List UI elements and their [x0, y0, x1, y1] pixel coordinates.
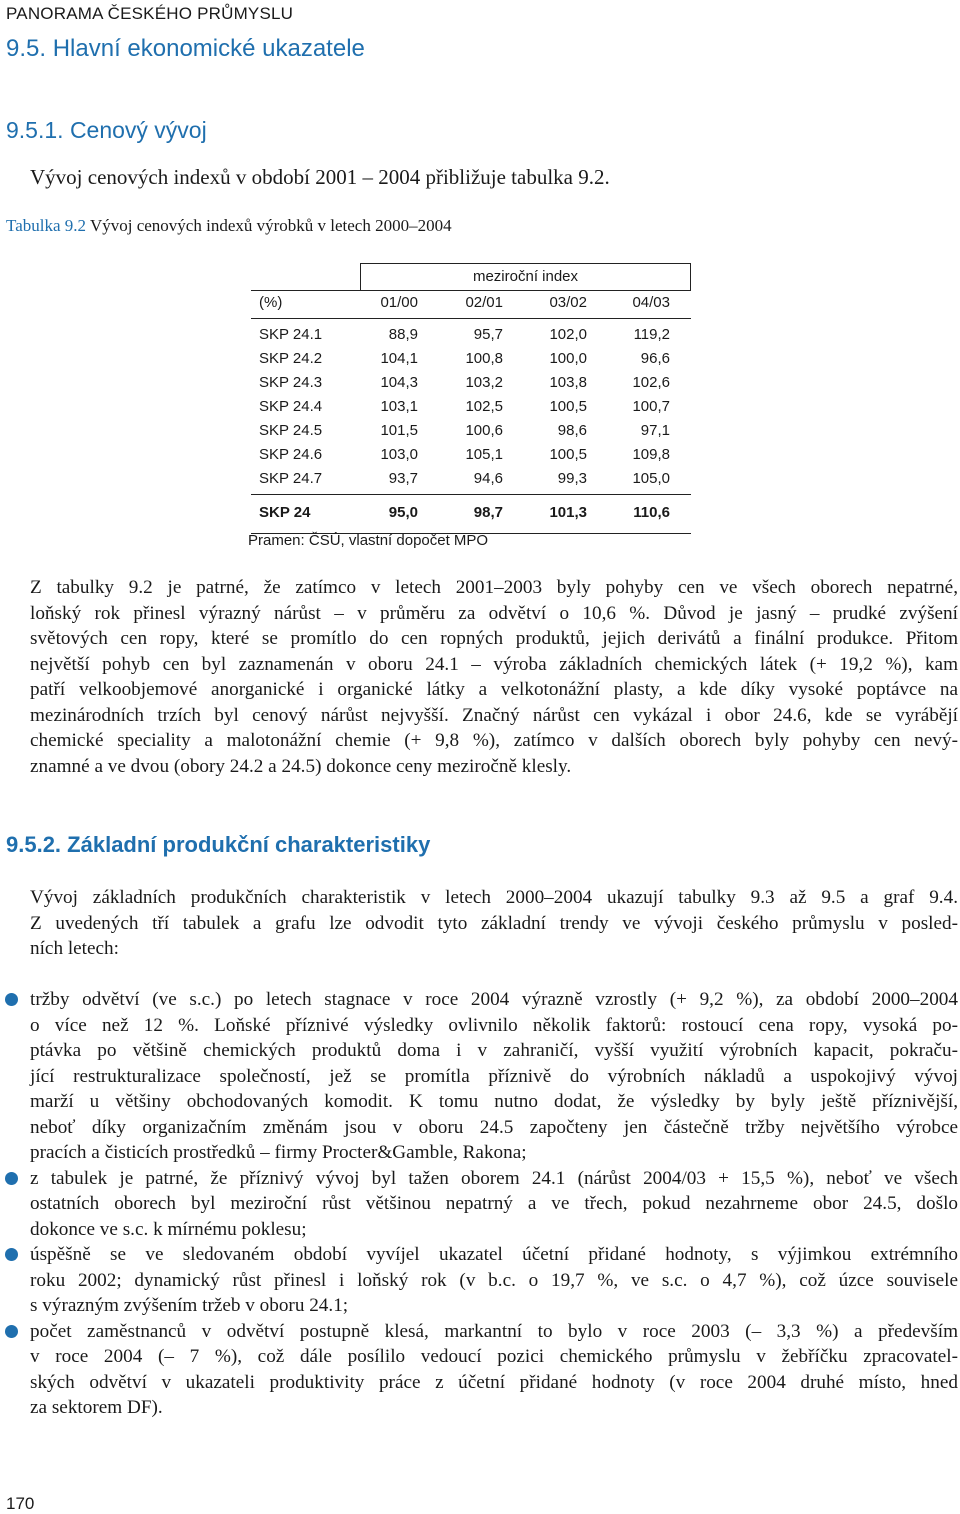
text-line: Vývoj základních produkčních charakteristik v letech 2000–2004 ukazují tabulky 9.3 až 9.5 a graf 9.4.	[30, 887, 958, 908]
table-cell: 105,1	[465, 446, 503, 463]
running-head: PANORAMA ČESKÉHO PRŮMYSLU	[6, 4, 294, 23]
table-cell: 97,1	[640, 422, 670, 439]
table-header-row	[251, 291, 691, 315]
row-label: SKP 24	[259, 504, 311, 521]
row-header: (%)	[259, 294, 283, 311]
row-label: SKP 24.3	[259, 374, 323, 391]
column-header: 03/02	[549, 294, 587, 311]
text-line: tržby odvětví (ve s.c.) po letech stagnace v roce 2004 výrazně vzrostly (+ 9,2 %), za období 2000–2004	[30, 989, 958, 1010]
table-row	[251, 347, 691, 371]
text-line: loňský rok přinesl výrazný nárůst – v průměru za odvětví o 10,6 %. Důvod je jasný – prudké zvýšení	[30, 602, 958, 624]
table-cell: 88,9	[388, 326, 418, 343]
table-row	[251, 419, 691, 443]
subsection-number: 9.5.1.	[6, 117, 64, 143]
table-cell: 99,3	[557, 470, 587, 487]
row-label: SKP 24.7	[259, 470, 323, 487]
table-cell: 104,1	[380, 350, 418, 367]
text-line: ostatních oborech byl meziroční růst většinou nepatrný a ve třech, pokud nezahrneme obor 24.5, došlo	[30, 1193, 958, 1214]
table-cell: 94,6	[473, 470, 503, 487]
table-caption	[6, 216, 452, 236]
text-line: ptávka po většině chemických produktů doma i v zahraničí, vyšší využití výrobních kapacit, pokraču-	[30, 1040, 958, 1061]
table-cell: 103,8	[549, 374, 587, 391]
list-item	[30, 1166, 958, 1243]
table-cell: 103,2	[465, 374, 503, 391]
table-cell: 103,0	[380, 446, 418, 463]
column-header: 04/03	[632, 294, 670, 311]
text-line: počet zaměstnanců v odvětví postupně klesá, markantní to bylo v roce 2003 (– 3,3 %) a především	[30, 1320, 958, 1342]
table-row	[251, 443, 691, 467]
table-cell: 100,8	[465, 350, 503, 367]
table-cell: 100,7	[632, 398, 670, 415]
table-row	[251, 323, 691, 347]
table-cell: 105,0	[632, 470, 670, 487]
table-cell: 96,6	[640, 350, 670, 367]
bullet-icon	[5, 1325, 18, 1338]
trend-bullet-list	[30, 987, 958, 1421]
text-line: pracích a čisticích prostředků – firmy Procter&Gamble, Rakona;	[30, 1142, 527, 1163]
section-number: 9.5.	[6, 35, 47, 62]
table-cell: 103,1	[380, 398, 418, 415]
text-line: světových cen ropy, které se promítlo do cen ropných produktů, jejich derivátů a finální produkce. Přitom	[30, 628, 958, 649]
subsection-number: 9.5.2.	[6, 832, 62, 857]
list-item	[30, 1242, 958, 1319]
paragraph-production	[30, 885, 958, 962]
table-cell: 100,5	[549, 446, 587, 463]
table-group-header: meziroční index	[360, 263, 691, 290]
intro-text: Vývoj cenových indexů v období 2001 – 2004 přibližuje tabulka 9.2.	[30, 165, 610, 189]
price-index-table	[251, 263, 691, 527]
text-line: úspěšně se ve sledovaném období vyvíjel ukazatel účetní přidané hodnoty, s výjimkou extrémního	[30, 1244, 958, 1265]
bullet-icon	[5, 1248, 18, 1261]
column-header: 01/00	[380, 294, 418, 311]
row-label: SKP 24.1	[259, 326, 323, 343]
row-label: SKP 24.4	[259, 398, 323, 415]
table-source: Pramen: ČSÚ, vlastní dopočet MPO	[248, 532, 489, 549]
table-row	[251, 395, 691, 419]
text-line: patří velkoobjemové anorganické i organické látky a velkotonážní plasty, a kde díky vysoké poptávce na	[30, 679, 958, 700]
text-line: marží u většiny obchodovaných komodit. K tomu nutno dodat, že výsledky by byly ještě příznivější,	[30, 1091, 958, 1112]
bullet-icon	[5, 993, 18, 1006]
table-cell: 119,2	[633, 326, 670, 343]
text-line: znamné a ve dvou (obory 24.2 a 24.5) dokonce ceny meziročně klesly.	[30, 755, 572, 777]
table-cell: 98,6	[557, 422, 587, 439]
section-title: Hlavní ekonomické ukazatele	[52, 35, 365, 62]
table-cell: 102,0	[549, 326, 587, 343]
list-item	[30, 1319, 958, 1421]
section-heading	[6, 35, 365, 63]
text-line: s výrazným zvýšením tržeb v oboru 24.1;	[30, 1295, 349, 1316]
text-line: ních letech:	[30, 938, 119, 959]
text-line: jící restrukturalizace společností, jež se promítla příznivě do výrobních nákladů a uspokojivý vývoj	[30, 1065, 958, 1087]
text-line: mezinárodních trzích byl cenový nárůst nejvyšší. Značný nárůst cen vykázal i obor 24.6, kde se vyrábějí	[30, 704, 958, 726]
table-row	[251, 371, 691, 395]
table-cell: 102,5	[465, 398, 503, 415]
table-caption-text: Vývoj cenových indexů výrobků v letech 2000–2004	[86, 216, 452, 235]
text-line: ských odvětví v ukazateli produktivity práce z účetní přidané hodnoty (v roce 2004 druhé místo, hned	[30, 1371, 958, 1393]
table-cell: 109,8	[632, 446, 670, 463]
table-caption-label: Tabulka 9.2	[6, 216, 87, 235]
text-line: v roce 2004 (– 7 %), což dále posílilo vedoucí pozici chemického průmyslu v žebříčku zpracovatel-	[30, 1346, 958, 1367]
paragraph-price-trend	[30, 575, 958, 779]
text-line: z tabulek je patrné, že příznivý vývoj byl tažen oborem 24.1 (nárůst 2004/03 + 15,5 %), neboť ve všech	[30, 1167, 958, 1189]
table-cell: 110,6	[633, 504, 670, 521]
text-line: o více než 12 %. Loňské příznivé výsledky ovlivnilo několik faktorů: rostoucí cena ropy, vysoká po-	[30, 1014, 958, 1036]
subsection-heading-1	[6, 117, 207, 144]
total-divider-top	[251, 494, 691, 495]
table-total-row	[251, 499, 691, 527]
text-line: za sektorem DF).	[30, 1397, 163, 1418]
table-cell: 100,5	[549, 398, 587, 415]
text-line: roku 2002; dynamický růst přinesl i loňský rok (v b.c. o 19,7 %, ve s.c. o 4,7 %), což úzce souvisele	[30, 1269, 958, 1291]
table-cell: 102,6	[632, 374, 670, 391]
row-label: SKP 24.2	[259, 350, 323, 367]
table-cell: 98,7	[473, 504, 503, 521]
text-line: Z uvedených tří tabulek a grafu lze odvodit tyto základní trendy ve vývoji českého průmyslu v posled-	[30, 912, 958, 934]
table-cell: 95,0	[388, 504, 418, 521]
text-line: dokonce ve s.c. k mírnému poklesu;	[30, 1218, 307, 1240]
column-header: 02/01	[465, 294, 503, 311]
table-group-header-row	[251, 263, 691, 291]
row-label: SKP 24.6	[259, 446, 323, 463]
page-number: 170	[6, 1494, 35, 1513]
bullet-icon	[5, 1172, 18, 1185]
subsection-title: Základní produkční charakteristiky	[67, 832, 431, 857]
table-cell: 93,7	[388, 470, 418, 487]
text-line: chemické speciality a malotonážní chemie (+ 9,8 %), zatímco v dalších oborech byly pohyby cen nevý-	[30, 730, 958, 751]
text-line: Z tabulky 9.2 je patrné, že zatímco v letech 2001–2003 byly pohyby cen ve všech oborech nepatrné,	[30, 577, 958, 598]
subsection-heading-2	[6, 832, 430, 858]
table-cell: 104,3	[380, 374, 418, 391]
subsection-title: Cenový vývoj	[69, 117, 207, 143]
text-line: neboť díky organizačním změnám jsou v oboru 24.5 započteny jen částečně tržby největšího výrobce	[30, 1116, 958, 1138]
text-line: největší pohyb cen byl zaznamenán v oboru 24.1 – výroba základních chemických látek (+ 19,2 %), kam	[30, 653, 958, 675]
table-cell: 100,0	[549, 350, 587, 367]
table-cell: 101,3	[549, 504, 587, 521]
table-cell: 101,5	[380, 422, 418, 439]
table-row	[251, 467, 691, 491]
table-cell: 95,7	[473, 326, 503, 343]
body-divider	[251, 318, 691, 319]
list-item	[30, 987, 958, 1166]
row-label: SKP 24.5	[259, 422, 323, 439]
table-cell: 100,6	[465, 422, 503, 439]
